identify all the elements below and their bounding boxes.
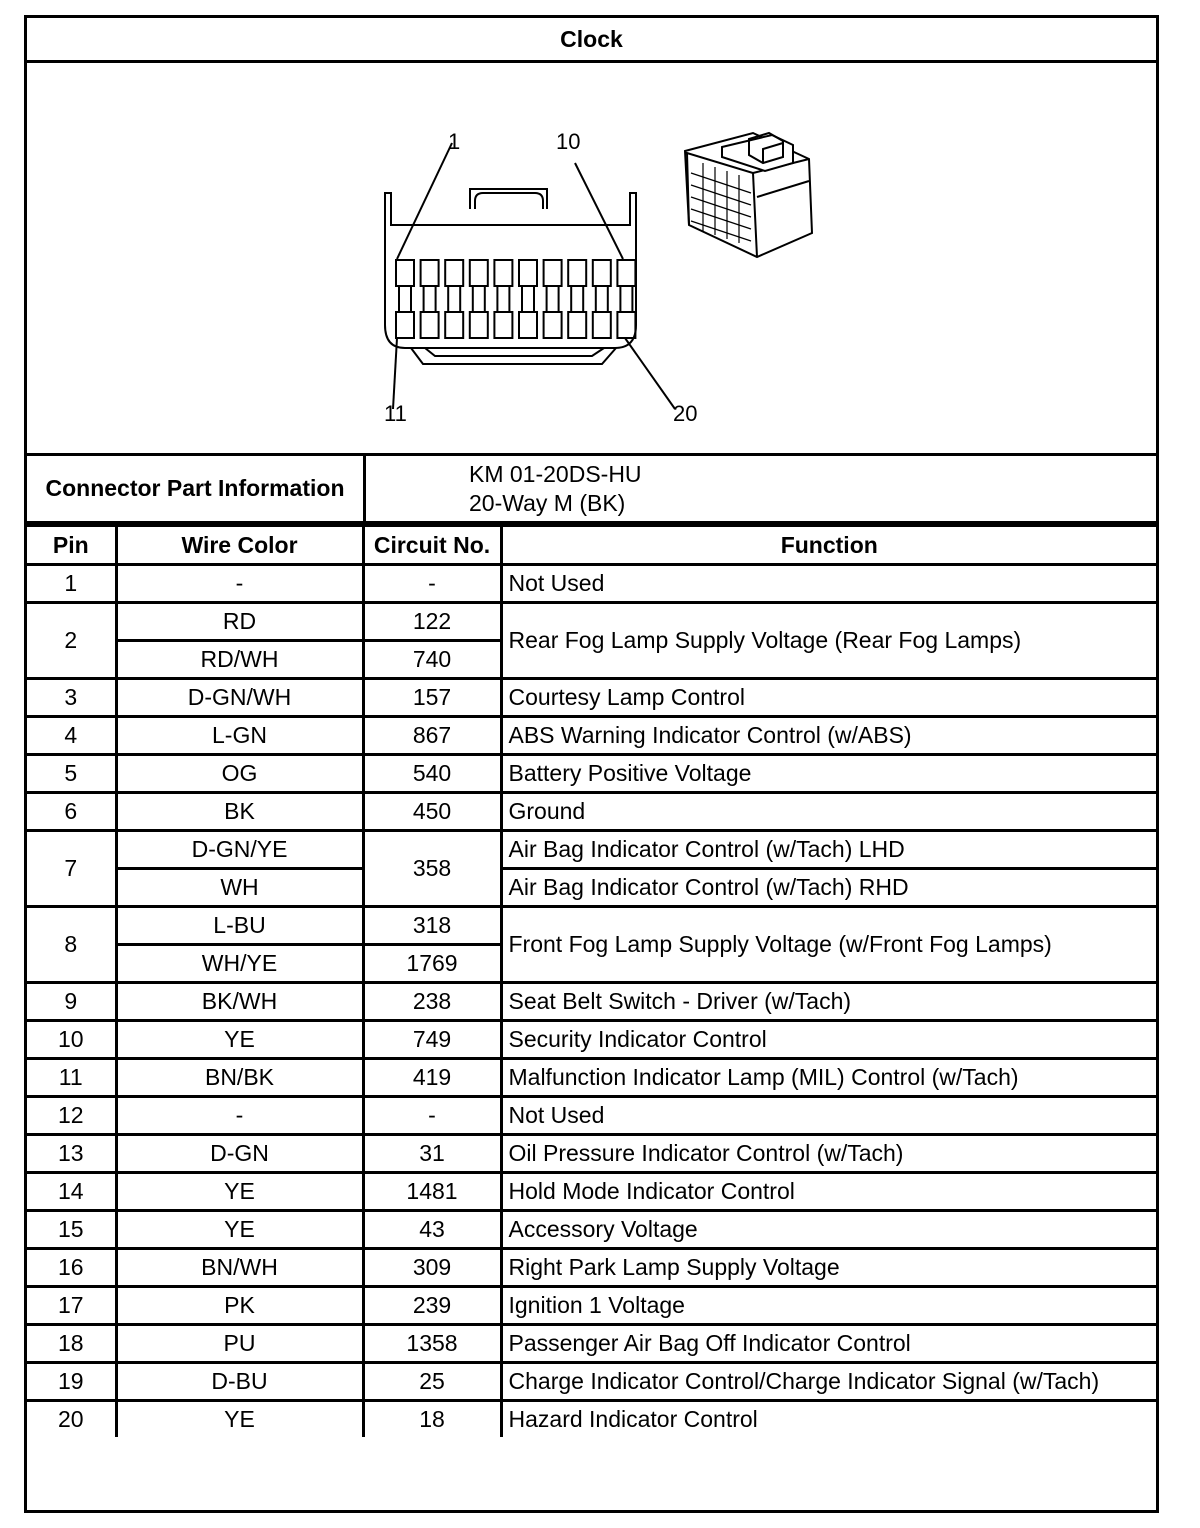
pin-label-20: 20 [673, 401, 698, 426]
circuit-cell: 18 [363, 1401, 501, 1438]
cavity-15 [494, 312, 512, 338]
connector-diagram [27, 63, 1156, 453]
cavity-latch-3 [448, 286, 460, 299]
function-cell: Courtesy Lamp Control [501, 679, 1156, 717]
circuit-cell: 157 [363, 679, 501, 717]
cavity-latch-10 [620, 286, 632, 299]
connector-3d-icon [685, 133, 812, 257]
function-cell: Accessory Voltage [501, 1211, 1156, 1249]
cavity-18 [568, 312, 586, 338]
wire-color-cell: BK [116, 793, 363, 831]
function-cell: Ground [501, 793, 1156, 831]
circuit-cell: 419 [363, 1059, 501, 1097]
pin-cell: 11 [27, 1059, 116, 1097]
wire-color-cell: D-GN/YE [116, 831, 363, 869]
pin-cell: 16 [27, 1249, 116, 1287]
function-cell: Air Bag Indicator Control (w/Tach) RHD [501, 869, 1156, 907]
wire-color-cell: D-GN [116, 1135, 363, 1173]
circuit-cell: 309 [363, 1249, 501, 1287]
table-row [27, 1097, 1156, 1135]
connector-face-drawing [27, 63, 1156, 453]
cavity-latch-6 [522, 286, 534, 299]
pin-cell: 18 [27, 1325, 116, 1363]
wire-color-cell: - [116, 565, 363, 603]
table-header-row [27, 526, 1156, 565]
wire-color-cell: WH/YE [116, 945, 363, 983]
cavity-latch-8 [571, 286, 583, 299]
function-cell: Rear Fog Lamp Supply Voltage (Rear Fog Lamps) [501, 603, 1156, 679]
pin-cell: 2 [27, 603, 116, 679]
column-header-pin: Pin [27, 526, 116, 565]
pinout-table [27, 524, 1156, 1437]
connector-part-info [27, 453, 1156, 524]
function-cell: Hazard Indicator Control [501, 1401, 1156, 1438]
circuit-cell: 749 [363, 1021, 501, 1059]
pin-cell: 3 [27, 679, 116, 717]
page-title: Clock [27, 18, 1156, 63]
pin-label-10: 10 [556, 129, 581, 154]
wire-color-cell: YE [116, 1401, 363, 1438]
function-cell: Charge Indicator Control/Charge Indicator Signal (w/Tach) [501, 1363, 1156, 1401]
circuit-cell: 238 [363, 983, 501, 1021]
cavity-latch-4 [473, 286, 485, 299]
pin-cell: 14 [27, 1173, 116, 1211]
leader-line-pin-1 [397, 143, 452, 259]
cavity-7 [544, 260, 562, 286]
pin-cell: 5 [27, 755, 116, 793]
function-cell: ABS Warning Indicator Control (w/ABS) [501, 717, 1156, 755]
cavity-20 [617, 312, 635, 338]
cavity-latch-16 [522, 299, 534, 312]
circuit-cell: 867 [363, 717, 501, 755]
column-header-function: Function [501, 526, 1156, 565]
cavity-16 [519, 312, 537, 338]
pin-label-11: 11 [384, 401, 407, 426]
wire-color-cell: WH [116, 869, 363, 907]
function-cell: Ignition 1 Voltage [501, 1287, 1156, 1325]
table-row [27, 1363, 1156, 1401]
cavity-12 [421, 312, 439, 338]
cavity-latch-2 [424, 286, 436, 299]
wire-color-cell: PK [116, 1287, 363, 1325]
circuit-cell: 1481 [363, 1173, 501, 1211]
function-cell: Front Fog Lamp Supply Voltage (w/Front Fog Lamps) [501, 907, 1156, 983]
column-header-wire-color: Wire Color [116, 526, 363, 565]
circuit-cell: 31 [363, 1135, 501, 1173]
table-row [27, 1249, 1156, 1287]
cavity-14 [470, 312, 488, 338]
connector-sheet [24, 15, 1159, 1513]
table-row [27, 1401, 1156, 1438]
pin-cell: 12 [27, 1097, 116, 1135]
table-row [27, 603, 1156, 641]
leader-line-pin-11 [393, 338, 397, 409]
table-row [27, 717, 1156, 755]
pin-cell: 20 [27, 1401, 116, 1438]
table-row [27, 1287, 1156, 1325]
wire-color-cell: YE [116, 1211, 363, 1249]
table-row [27, 869, 1156, 907]
wire-color-cell: - [116, 1097, 363, 1135]
circuit-cell: - [363, 1097, 501, 1135]
wire-color-cell: YE [116, 1173, 363, 1211]
function-cell: Security Indicator Control [501, 1021, 1156, 1059]
function-cell: Malfunction Indicator Lamp (MIL) Control (w/Tach) [501, 1059, 1156, 1097]
cavity-grid [396, 260, 635, 338]
function-cell: Hold Mode Indicator Control [501, 1173, 1156, 1211]
wire-color-cell: BK/WH [116, 983, 363, 1021]
cavity-latch-7 [547, 286, 559, 299]
wire-color-cell: D-GN/WH [116, 679, 363, 717]
table-row [27, 565, 1156, 603]
pin-cell: 9 [27, 983, 116, 1021]
pin-cell: 19 [27, 1363, 116, 1401]
pin-cell: 17 [27, 1287, 116, 1325]
function-cell: Passenger Air Bag Off Indicator Control [501, 1325, 1156, 1363]
cavity-11 [396, 312, 414, 338]
cavity-17 [544, 312, 562, 338]
function-cell: Air Bag Indicator Control (w/Tach) LHD [501, 831, 1156, 869]
table-row [27, 831, 1156, 869]
table-row [27, 755, 1156, 793]
function-cell: Not Used [501, 1097, 1156, 1135]
cavity-latch-12 [424, 299, 436, 312]
circuit-cell: 239 [363, 1287, 501, 1325]
pin-cell: 10 [27, 1021, 116, 1059]
cavity-latch-17 [547, 299, 559, 312]
cavity-latch-19 [596, 299, 608, 312]
connector-shell [385, 193, 636, 348]
circuit-cell: 318 [363, 907, 501, 945]
part-description: 20-Way M (BK) [469, 490, 626, 516]
table-row [27, 983, 1156, 1021]
wire-color-cell: YE [116, 1021, 363, 1059]
table-row [27, 1173, 1156, 1211]
leader-line-pin-20 [625, 338, 675, 409]
cavity-2 [421, 260, 439, 286]
cavity-6 [519, 260, 537, 286]
leader-line-pin-10 [575, 163, 623, 259]
pin-cell: 8 [27, 907, 116, 983]
circuit-cell: 740 [363, 641, 501, 679]
circuit-cell: 122 [363, 603, 501, 641]
pin-cell: 1 [27, 565, 116, 603]
circuit-cell: 43 [363, 1211, 501, 1249]
column-header-circuit: Circuit No. [363, 526, 501, 565]
cavity-latch-14 [473, 299, 485, 312]
circuit-cell: 540 [363, 755, 501, 793]
circuit-cell: 358 [363, 831, 501, 907]
wire-color-cell: L-GN [116, 717, 363, 755]
cavity-latch-20 [620, 299, 632, 312]
cavity-latch-1 [399, 286, 411, 299]
part-number: KM 01-20DS-HU [469, 461, 642, 487]
circuit-cell: 1358 [363, 1325, 501, 1363]
pin-cell: 7 [27, 831, 116, 907]
connector-part-header: Connector Part Information [27, 456, 366, 521]
table-row [27, 1021, 1156, 1059]
wire-color-cell: BN/WH [116, 1249, 363, 1287]
wire-color-cell: D-BU [116, 1363, 363, 1401]
cavity-3 [445, 260, 463, 286]
connector-part-values [469, 460, 642, 518]
circuit-cell: 1769 [363, 945, 501, 983]
function-cell: Seat Belt Switch - Driver (w/Tach) [501, 983, 1156, 1021]
wire-color-cell: OG [116, 755, 363, 793]
cavity-19 [593, 312, 611, 338]
table-row [27, 793, 1156, 831]
wire-color-cell: PU [116, 1325, 363, 1363]
cavity-5 [494, 260, 512, 286]
wire-color-cell: L-BU [116, 907, 363, 945]
cavity-10 [617, 260, 635, 286]
cavity-latch-15 [497, 299, 509, 312]
wire-color-cell: RD/WH [116, 641, 363, 679]
wire-color-cell: RD [116, 603, 363, 641]
pin-cell: 13 [27, 1135, 116, 1173]
table-row [27, 1325, 1156, 1363]
cavity-latch-11 [399, 299, 411, 312]
function-cell: Not Used [501, 565, 1156, 603]
function-cell: Oil Pressure Indicator Control (w/Tach) [501, 1135, 1156, 1173]
pin-cell: 6 [27, 793, 116, 831]
circuit-cell: - [363, 565, 501, 603]
pin-cell: 15 [27, 1211, 116, 1249]
cavity-8 [568, 260, 586, 286]
circuit-cell: 25 [363, 1363, 501, 1401]
cavity-13 [445, 312, 463, 338]
pin-label-1: 1 [448, 129, 461, 154]
cavity-latch-5 [497, 286, 509, 299]
cavity-4 [470, 260, 488, 286]
function-cell: Right Park Lamp Supply Voltage [501, 1249, 1156, 1287]
table-row [27, 1135, 1156, 1173]
table-row [27, 907, 1156, 945]
cavity-1 [396, 260, 414, 286]
function-cell: Battery Positive Voltage [501, 755, 1156, 793]
cavity-9 [593, 260, 611, 286]
cavity-latch-18 [571, 299, 583, 312]
cavity-latch-13 [448, 299, 460, 312]
table-row [27, 1059, 1156, 1097]
cavity-latch-9 [596, 286, 608, 299]
circuit-cell: 450 [363, 793, 501, 831]
wire-color-cell: BN/BK [116, 1059, 363, 1097]
pin-cell: 4 [27, 717, 116, 755]
table-row [27, 1211, 1156, 1249]
table-row [27, 679, 1156, 717]
